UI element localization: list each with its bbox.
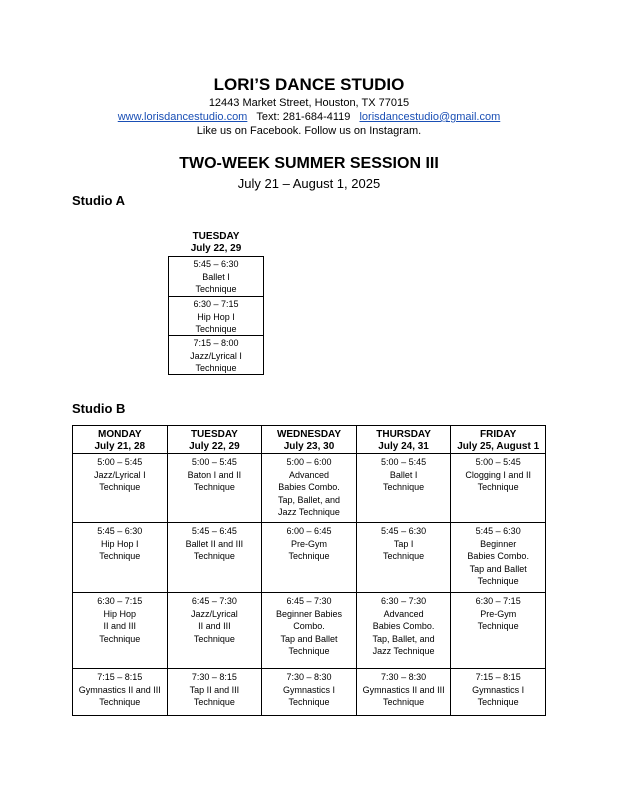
class-line: Tap, Ballet, and bbox=[372, 633, 435, 644]
website-link[interactable]: www.lorisdancestudio.com bbox=[117, 111, 248, 123]
class-line: Hip Hop I bbox=[101, 538, 139, 549]
class-time: 5:00 – 5:45 bbox=[475, 457, 521, 467]
class-line: Tap and Ballet bbox=[280, 633, 338, 644]
class-line: Gymnastics II and III bbox=[362, 684, 445, 695]
class-time: 7:30 – 8:30 bbox=[381, 672, 427, 682]
class-cell bbox=[356, 593, 451, 669]
class-time: 5:00 – 5:45 bbox=[191, 457, 237, 467]
class-line: Technique bbox=[193, 551, 235, 561]
class-line: Technique bbox=[99, 633, 141, 644]
class-line: Technique bbox=[477, 697, 519, 707]
schedule-row bbox=[73, 454, 546, 523]
class-cell bbox=[262, 454, 357, 523]
class-time: 6:30 – 7:15 bbox=[97, 596, 143, 606]
class-time: 6:45 – 7:30 bbox=[191, 596, 237, 606]
class-time: 5:00 – 5:45 bbox=[381, 457, 427, 467]
class-time: 5:00 – 5:45 bbox=[97, 457, 143, 467]
day-dates: July 24, 31 bbox=[378, 441, 429, 452]
class-cell bbox=[262, 593, 357, 669]
class-time: 5:45 – 6:30 bbox=[475, 526, 521, 536]
class-line: Baton I and II bbox=[187, 469, 242, 480]
class-line: Technique bbox=[195, 284, 237, 294]
class-cell bbox=[356, 523, 451, 593]
class-line: Technique bbox=[193, 633, 235, 644]
class-line: Technique bbox=[288, 697, 330, 707]
studio-a-day-header bbox=[168, 231, 264, 255]
class-line: Technique bbox=[99, 697, 141, 707]
class-cell bbox=[262, 523, 357, 593]
studio-b-label: Studio B bbox=[72, 401, 126, 416]
class-cell bbox=[167, 593, 262, 669]
class-time: 7:30 – 8:15 bbox=[191, 672, 237, 682]
day-dates: July 21, 28 bbox=[94, 441, 146, 452]
class-time: 6:30 – 7:30 bbox=[381, 596, 427, 606]
session-title: TWO-WEEK SUMMER SESSION III bbox=[179, 155, 439, 172]
day-dates: July 23, 30 bbox=[283, 441, 335, 452]
class-cell bbox=[73, 454, 168, 523]
day-name: WEDNESDAY bbox=[276, 429, 342, 440]
class-line: Technique bbox=[477, 482, 519, 492]
studio-a-schedule bbox=[168, 256, 264, 375]
class-cell bbox=[167, 669, 262, 716]
class-line: Gymnastics II and III bbox=[78, 684, 161, 695]
class-line: Technique bbox=[383, 551, 425, 561]
class-line: Hip Hop I bbox=[197, 311, 235, 322]
class-line: Technique bbox=[383, 482, 425, 492]
day-name: MONDAY bbox=[98, 429, 142, 440]
class-line: II and III bbox=[103, 621, 137, 631]
email-link[interactable]: lorisdancestudio@gmail.com bbox=[359, 111, 501, 123]
day-header-friday bbox=[451, 426, 546, 454]
class-cell bbox=[167, 523, 262, 593]
day-header-thursday bbox=[356, 426, 451, 454]
class-line: Technique bbox=[288, 646, 330, 656]
day-header-row bbox=[73, 426, 546, 454]
class-line: Tap and Ballet bbox=[469, 563, 527, 574]
day-dates: July 25, August 1 bbox=[457, 441, 540, 452]
class-line: Technique bbox=[288, 551, 330, 561]
studio-b-schedule bbox=[72, 425, 546, 716]
class-time: 6:30 – 7:15 bbox=[475, 596, 521, 606]
class-line: Pre-Gym bbox=[480, 608, 517, 619]
class-time: 6:45 – 7:30 bbox=[286, 596, 332, 606]
class-cell bbox=[167, 454, 262, 523]
class-cell bbox=[73, 669, 168, 716]
class-line: Technique bbox=[99, 551, 141, 561]
studio-name: LORI’S DANCE STUDIO bbox=[213, 75, 405, 94]
day-header-monday bbox=[73, 426, 168, 454]
class-time: 5:00 – 6:00 bbox=[286, 457, 332, 467]
class-line: Tap I bbox=[393, 538, 414, 549]
social-line: Like us on Facebook. Follow us on Instagram. bbox=[196, 125, 422, 137]
class-line: Hip Hop bbox=[103, 608, 137, 619]
day-header-tuesday bbox=[167, 426, 262, 454]
class-line: Jazz/Lyrical bbox=[191, 608, 238, 619]
class-line: Technique bbox=[383, 697, 425, 707]
class-cell bbox=[451, 669, 546, 716]
class-cell bbox=[169, 335, 263, 374]
class-time: 5:45 – 6:30 bbox=[381, 526, 427, 536]
class-cell bbox=[356, 454, 451, 523]
class-line: Jazz/Lyrical I bbox=[93, 469, 146, 480]
class-line: Technique bbox=[193, 697, 235, 707]
studio-a-label: Studio A bbox=[72, 193, 125, 208]
class-line: Gymnastics I bbox=[472, 684, 525, 695]
class-line: Babies Combo. bbox=[467, 551, 529, 561]
class-time: 7:15 – 8:15 bbox=[475, 672, 521, 682]
class-cell bbox=[169, 257, 263, 296]
schedule-row bbox=[73, 593, 546, 669]
class-line: Gymnastics I bbox=[282, 684, 335, 695]
class-line: Babies Combo. bbox=[278, 482, 340, 492]
day-dates: July 22, 29 bbox=[190, 243, 242, 254]
class-cell bbox=[356, 669, 451, 716]
class-line: Combo. bbox=[293, 621, 325, 631]
day-header-wednesday bbox=[262, 426, 357, 454]
class-time: 6:30 – 7:15 bbox=[193, 299, 239, 309]
class-line: Jazz Technique bbox=[278, 507, 340, 517]
phone-text: Text: 281-684-4119 bbox=[256, 111, 351, 123]
class-line: Ballet I bbox=[389, 469, 418, 480]
class-line: Beginner Babies bbox=[275, 608, 342, 619]
day-name: FRIDAY bbox=[480, 429, 517, 440]
class-line: Clogging I and II bbox=[465, 469, 531, 480]
class-time: 7:30 – 8:30 bbox=[286, 672, 332, 682]
class-cell bbox=[169, 296, 263, 335]
class-line: Jazz Technique bbox=[372, 646, 435, 656]
class-time: 6:00 – 6:45 bbox=[286, 526, 332, 536]
schedule-row bbox=[73, 669, 546, 716]
schedule-row bbox=[73, 523, 546, 593]
class-time: 5:45 – 6:30 bbox=[97, 526, 143, 536]
class-line: Babies Combo. bbox=[372, 621, 435, 631]
class-line: Tap, Ballet, and bbox=[277, 494, 340, 505]
class-time: 7:15 – 8:00 bbox=[193, 338, 239, 348]
class-line: Advanced bbox=[288, 469, 329, 480]
class-cell bbox=[451, 523, 546, 593]
class-time: 5:45 – 6:45 bbox=[191, 526, 237, 536]
class-line: Technique bbox=[195, 363, 237, 373]
class-line: Technique bbox=[477, 576, 519, 586]
class-line: Technique bbox=[193, 482, 235, 492]
day-name: TUESDAY bbox=[192, 231, 240, 242]
class-cell bbox=[73, 523, 168, 593]
day-name: THURSDAY bbox=[376, 429, 431, 440]
class-line: Ballet II and III bbox=[185, 538, 244, 549]
class-line: Technique bbox=[99, 482, 141, 492]
class-time: 5:45 – 6:30 bbox=[193, 259, 239, 269]
class-cell bbox=[262, 669, 357, 716]
class-line: Advanced bbox=[383, 608, 424, 619]
studio-header bbox=[0, 72, 618, 138]
day-dates: July 22, 29 bbox=[189, 441, 240, 452]
class-line: II and III bbox=[198, 621, 231, 631]
session-dates: July 21 – August 1, 2025 bbox=[237, 176, 381, 191]
class-line: Pre-Gym bbox=[290, 538, 327, 549]
class-line: Tap II and III bbox=[189, 684, 240, 695]
class-cell bbox=[451, 593, 546, 669]
contact-line bbox=[0, 110, 618, 124]
class-line: Beginner bbox=[480, 538, 517, 549]
class-line: Technique bbox=[195, 324, 237, 334]
studio-address: 12443 Market Street, Houston, TX 77015 bbox=[208, 97, 410, 109]
class-cell bbox=[73, 593, 168, 669]
day-name: TUESDAY bbox=[190, 429, 238, 440]
class-line: Jazz/Lyrical I bbox=[190, 350, 242, 361]
class-line: Technique bbox=[477, 621, 519, 631]
class-line: Ballet I bbox=[202, 271, 230, 282]
class-cell bbox=[451, 454, 546, 523]
class-time: 7:15 – 8:15 bbox=[97, 672, 143, 682]
